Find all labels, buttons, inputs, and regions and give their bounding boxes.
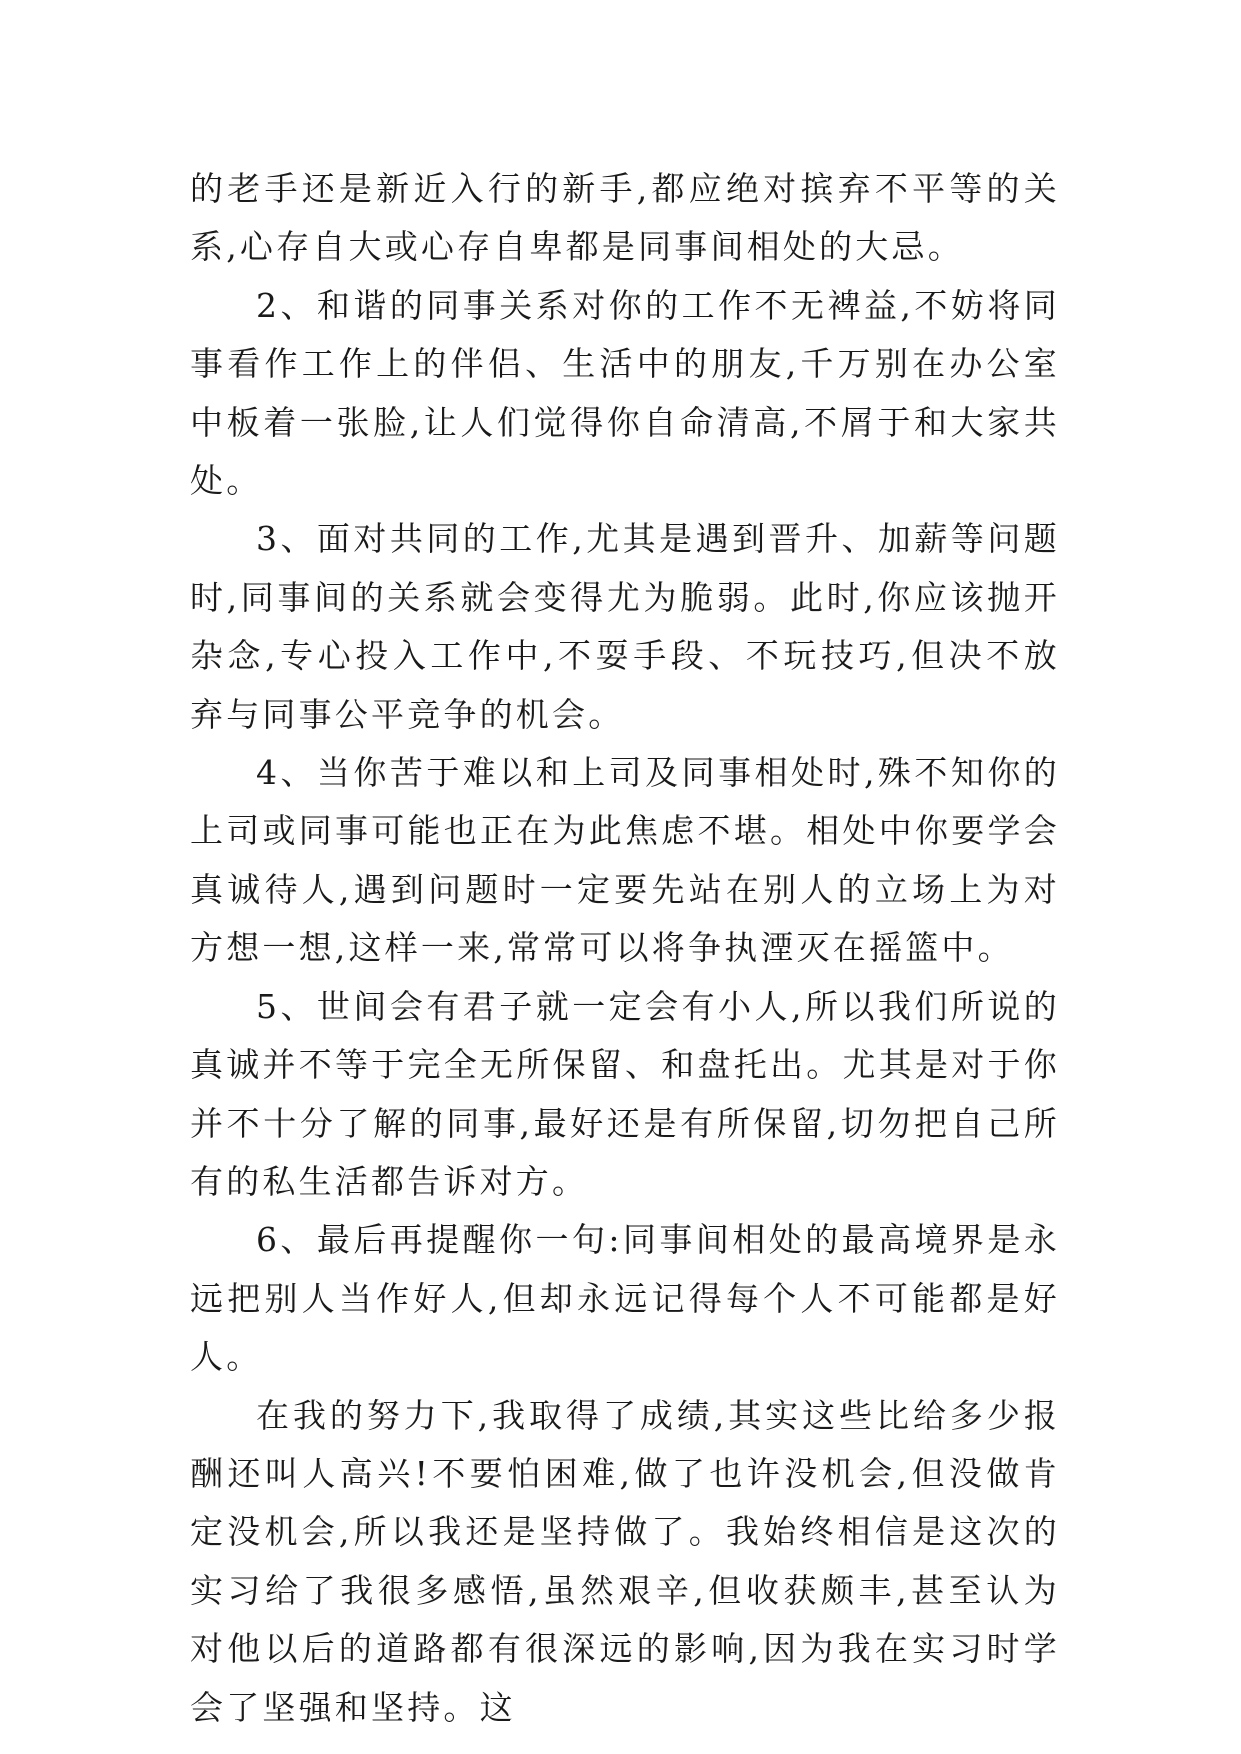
paragraph-item-2: 2、和谐的同事关系对你的工作不无裨益,不妨将同事看作工作上的伴侣、生活中的朋友,千万别在办公室中板着一张脸,让人们觉得你自命清高,不屑于和大家共处。 [190,285,1060,501]
paragraph-conclusion: 在我的努力下,我取得了成绩,其实这些比给多少报酬还叫人高兴!不要怕困难,做了也许没机会,但没做肯定没机会,所以我还是坚持做了。我始终相信是这次的实习给了我很多感悟,虽然艰辛,但收获颇丰,甚至认为对他以后的道路都有很深远的影响,因为我在实习时学会了坚强和坚持。这 [190,1395,1060,1727]
paragraph-item-3: 3、面对共同的工作,尤其是遇到晋升、加薪等问题时,同事间的关系就会变得尤为脆弱。此时,你应该抛开杂念,专心投入工作中,不耍手段、不玩技巧,但决不放弃与同事公平竞争的机会。 [190,519,1060,734]
paragraph-continuation: 的老手还是新近入行的新手,都应绝对摈弃不平等的关系,心存自大或心存自卑都是同事间相处的大忌。 [190,169,1060,267]
paragraph-item-6: 6、最后再提醒你一句:同事间相处的最高境界是永远把别人当作好人,但却永远记得每个人不可能都是好人。 [190,1220,1060,1377]
body-text [190,160,1060,1737]
paragraph-item-5: 5、世间会有君子就一定会有小人,所以我们所说的真诚并不等于完全无所保留、和盘托出。尤其是对于你并不十分了解的同事,最好还是有所保留,切勿把自己所有的私生活都告诉对方。 [190,986,1060,1201]
paragraph-item-4: 4、当你苦于难以和上司及同事相处时,殊不知你的上司或同事可能也正在为此焦虑不堪。相处中你要学会真诚待人,遇到问题时一定要先站在别人的立场上为对方想一想,这样一来,常常可以将争执湮灭在摇篮中。 [190,753,1060,968]
